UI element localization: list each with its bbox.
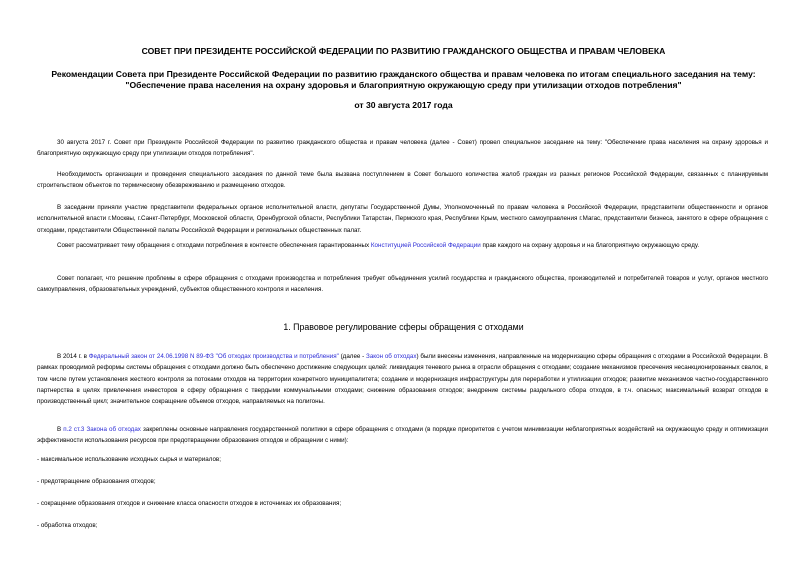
- s1p1-text-b: (далее -: [338, 353, 367, 360]
- waste-law-short-link[interactable]: Закон об отходах: [366, 353, 417, 360]
- list-item: - предотвращение образования отходов;: [37, 478, 156, 485]
- paragraph-2: Необходимость организации и проведения специального заседания по данной теме была вызвана поступлением в Совет большого количества жалоб граждан из разных регионов Российской Федерации, связанных с планируемым строительством объектов по термическому обезвреживанию и размещению отходов.: [37, 171, 768, 190]
- title-line-1: Рекомендации Совета при Президенте Российской Федерации по развитию гражданского общества и правам человека по итогам специального заседания на тему:: [51, 69, 756, 79]
- list-item: - сокращение образования отходов и снижение класса опасности отходов в источниках их образования;: [37, 500, 342, 507]
- s1p2-text-b: закреплены основные направления государственной политики в сфере обращения с отходами (в порядке приоритетов с учетом минимизации неблагоприятных воздействий на окружающую среду и оптимизации эффективности использования ресурсов при предотвращении образования отходов и обращении с ними):: [37, 426, 768, 445]
- s1p1-text-c: ) были внесены изменения, направленные на модернизацию сферы обращения с отходами в Российской Федерации. В рамках проводимой реформы системы обращения с отходами должно быть обеспечено достижение следующих целей: ликвидация теневого рынка в отрасли обращения с отходами; создание механизмов пресечения несанкционированных свалок, в том числе путем установления жесткого контроля за потоками отходов на территории конкретного муниципалитета; создание и модернизация инфраструктуры для переработки и утилизации отходов; развитие механизмов частно-государственного партнерства в целях привлечения инвесторов в сферу обращения с твердыми коммунальными отходами; снижение образования отходов; внедрение системы раздельного сбора отходов, в т.ч. опасных; максимальный возврат отходов в производственный цикл; значительное сокращение объемов отходов, направляемых на полигоны.: [37, 353, 768, 406]
- paragraph-4-text-a: Совет рассматривает тему обращения с отходами потребления в контексте обеспечения гарантированных: [57, 242, 371, 249]
- paragraph-4: [37, 240, 768, 251]
- constitution-link[interactable]: Конституцией Российской Федерации: [370, 242, 481, 249]
- waste-law-link[interactable]: Федеральный закон от 24.06.1998 N 89-ФЗ "Об отходах производства и потребления": [88, 353, 339, 360]
- s1p2-text-a: В: [57, 426, 64, 433]
- document-organization: СОВЕТ ПРИ ПРЕЗИДЕНТЕ РОССИЙСКОЙ ФЕДЕРАЦИИ ПО РАЗВИТИЮ ГРАЖДАНСКОГО ОБЩЕСТВА И ПРАВАМ ЧЕЛОВЕКА: [141, 46, 666, 56]
- title-line-2: "Обеспечение права населения на охрану здоровья и благоприятную окружающую среду при утилизации отходов потребления": [125, 80, 682, 90]
- section-1-paragraph-1: [37, 351, 768, 407]
- paragraph-5: Совет полагает, что решение проблемы в сфере обращения с отходами производства и потребления требует объединения усилий государства и гражданского общества, производителей и потребителей товаров и услуг, органов местного самоуправления, образовательных учреждений, субъектов общественного контроля и населения.: [37, 275, 768, 294]
- document-title: [20, 69, 787, 91]
- list-item: - максимальное использование исходных сырья и материалов;: [37, 456, 221, 463]
- s1p1-text-a: В 2014 г. в: [57, 353, 89, 360]
- paragraph-4-text-b: прав каждого на охрану здоровья и на благоприятную окружающую среду.: [480, 242, 700, 249]
- section-1-paragraph-2: [37, 424, 768, 447]
- list-item: - обработка отходов;: [37, 522, 98, 529]
- waste-law-article-link[interactable]: п.2 ст.3 Закона об отходах: [63, 426, 141, 433]
- document-date: от 30 августа 2017 года: [354, 100, 453, 110]
- section-1-heading: 1. Правовое регулирование сферы обращения с отходами: [283, 322, 524, 332]
- paragraph-3: В заседании приняли участие представители федеральных органов исполнительной власти, депутаты Государственной Думы, Уполномоченный по правам человека в Российской Федерации, представители общественности и органов исполнительной власти г.Москвы, г.Санкт-Петербург, Московской области, Оренбургской области, Республики Татарстан, Пермского края, Республики Крым, местного самоуправления г.Магас, представители бизнеса, занятого в сфере обращения с отходами, представители Общественной палаты Российской Федерации и региональных общественных палат.: [37, 204, 768, 234]
- paragraph-1: 30 августа 2017 г. Совет при Президенте Российской Федерации по развитию гражданского общества и правам человека (далее - Совет) провел специальное заседание на тему: "Обеспечение права населения на охрану здоровья и благоприятную окружающую среду при утилизации отходов потребления".: [37, 139, 768, 158]
